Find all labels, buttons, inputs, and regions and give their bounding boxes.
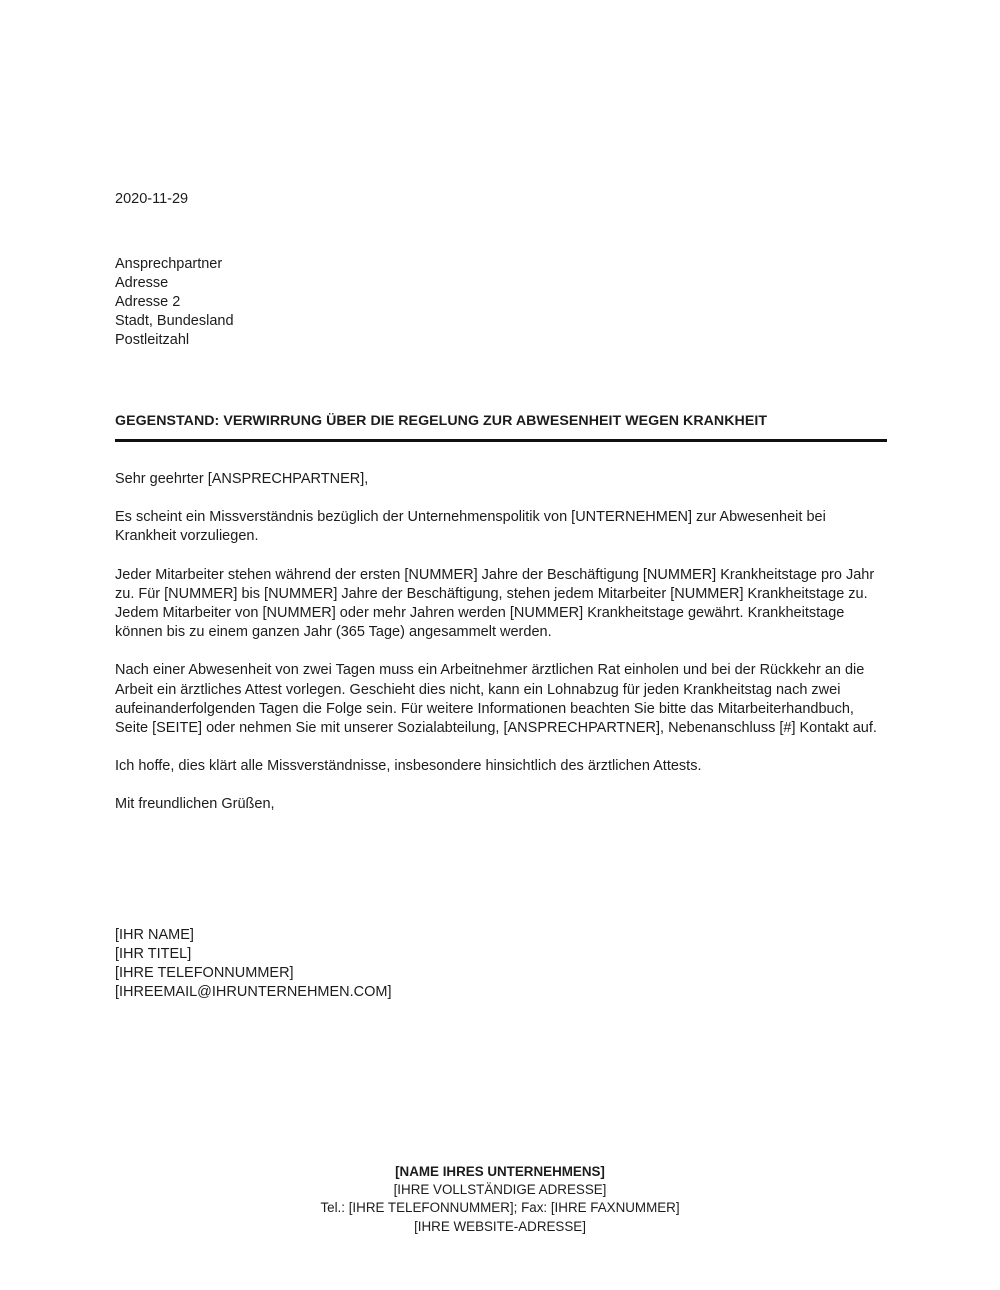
body-paragraph-4: Ich hoffe, dies klärt alle Missverständnisse, insbesondere hinsichtlich des ärztlichen Attests. <box>115 758 702 775</box>
footer-address: [IHRE VOLLSTÄNDIGE ADRESSE] <box>393 1182 607 1198</box>
signature-line: [IHREEMAIL@IHRUNTERNEHMEN.COM] <box>115 983 392 1000</box>
footer-company-name: [NAME IHRES UNTERNEHMENS] <box>395 1164 605 1179</box>
salutation: Sehr geehrter [ANSPRECHPARTNER], <box>115 471 369 487</box>
recipient-line: Adresse <box>115 275 169 291</box>
subject-heading: GEGENSTAND: VERWIRRUNG ÜBER DIE REGELUNG ZUR ABWESENHEIT WEGEN KRANKHEIT <box>115 413 768 429</box>
recipient-line: Adresse 2 <box>115 294 181 310</box>
signature-line: [IHR NAME] <box>115 926 194 943</box>
page-footer <box>0 1163 1000 1236</box>
subject-divider-rule <box>115 439 887 442</box>
signature-block <box>115 926 887 1002</box>
signature-line: [IHRE TELEFONNUMMER] <box>115 964 294 981</box>
recipient-address-block <box>115 255 887 350</box>
signature-line: [IHR TITEL] <box>115 945 192 962</box>
closing-salutation: Mit freundlichen Grüßen, <box>115 796 275 813</box>
letter-date: 2020-11-29 <box>115 191 189 207</box>
subject-section <box>115 412 887 442</box>
letter-body <box>115 190 887 1002</box>
body-paragraph-3: Nach einer Abwesenheit von zwei Tagen muss ein Arbeitnehmer ärztlichen Rat einholen und bei der Rückkehr an die Arbeit ein ärztliches Attest vorlegen. Geschieht dies nicht, kann ein Lohnabzug für jeden Krankheitstag nach zwei aufeinanderfolgenden Tagen die Folge sein. Für weitere Informationen beachten Sie bitte das Mitarbeiterhandbuch, Seite [SEITE] oder nehmen Sie mit unserer Sozialabteilung, [ANSPRECHPARTNER], Nebenanschluss [#] Kontakt auf. <box>115 662 877 737</box>
body-paragraph-1: Es scheint ein Missverständnis bezüglich der Unternehmenspolitik von [UNTERNEHMEN] zur Abwesenheit bei Krankheit vorzuliegen. <box>115 509 826 545</box>
recipient-line: Stadt, Bundesland <box>115 313 234 329</box>
recipient-line: Postleitzahl <box>115 332 190 348</box>
body-paragraph-2: Jeder Mitarbeiter stehen während der ersten [NUMMER] Jahre der Beschäftigung [NUMMER] Krankheitstage pro Jahr zu. Für [NUMMER] bis [NUMMER] Jahre der Beschäftigung, stehen jedem Mitarbeiter [NUMMER] Krankheitstage zu. Jedem Mitarbeiter von [NUMMER] oder mehr Jahren werden [NUMMER] Krankheitstage gewährt. Krankheitstage können bis zu einem ganzen Jahr (365 Tage) angesammelt werden. <box>115 566 875 641</box>
footer-website: [IHRE WEBSITE-ADRESSE] <box>414 1218 586 1234</box>
footer-contact: Tel.: [IHRE TELEFONNUMMER]; Fax: [IHRE FAXNUMMER] <box>320 1200 680 1216</box>
recipient-line: Ansprechpartner <box>115 256 223 272</box>
